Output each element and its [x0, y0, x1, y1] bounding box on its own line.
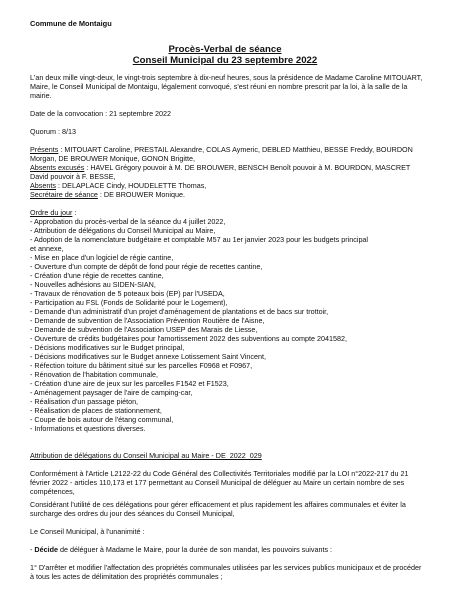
ordre-du-jour-item: - Création d'une aire de jeux sur les parcelles F1542 et F1523,	[30, 379, 229, 388]
deliberation-para-2: Considérant l'utilité de ces délégations pour gérer efficacement et plus rapidement les affaires communales et éviter la surcharge des ordres du jour des séances du Conseil Municipal,	[30, 500, 406, 518]
ordre-du-jour-list	[30, 217, 423, 433]
decide-prefix: -	[30, 545, 35, 554]
ordre-du-jour-item: - Nouvelles adhésions au SIDEN-SIAN,	[30, 280, 156, 289]
ordre-du-jour-item: - Adoption de la nomenclature budgétaire et comptable M57 au 1er janvier 2023 pour les budgets principal	[30, 235, 369, 244]
ordre-du-jour-item: - Réfection toiture du bâtiment situé sur les parcelles F0968 et F0967,	[30, 361, 253, 370]
presents-text: : MITOUART Caroline, PRESTAIL Alexandre, COLAS Aymeric, DEBLED Matthieu, BESSE Freddy, BOURDON Morgan, DE BROUWER Monique, GONON Brigitte,	[30, 145, 413, 163]
ordre-du-jour-item: - Participation au FSL (Fonds de Solidarité pour le Logement),	[30, 298, 228, 307]
document-title: Procès-Verbal de séance	[168, 44, 282, 55]
point-1: 1° D'arrêter et modifier l'affectation des propriétés communales utilisées par les services publics municipaux et de procéder à tous les actes de délimitation des propriétés communales ;	[30, 563, 422, 581]
deliberation-heading: Attribution de délégations du Conseil Municipal au Maire - DE_2022_029	[30, 451, 262, 460]
document-subtitle: Conseil Municipal du 23 septembre 2022	[132, 55, 318, 66]
ordre-du-jour-item: - Ouverture d'un compte de dépôt de fond pour régie de recettes cantine,	[30, 262, 263, 271]
presents-line	[30, 145, 423, 163]
ordre-du-jour-heading	[30, 208, 423, 217]
absents-line	[30, 181, 423, 190]
ordre-du-jour-item: - Mise en place d'un logiciel de régie cantine,	[30, 253, 174, 262]
decide-text: de déléguer à Madame le Maire, pour la durée de son mandat, les pouvoirs suivants :	[57, 545, 333, 554]
absents-label: Absents	[30, 181, 56, 190]
ordre-du-jour-item: - Réalisation de places de stationnement,	[30, 406, 162, 415]
secretaire-label: Secrétaire de séance	[30, 190, 98, 199]
absents-excuses-label: Absents excusés	[30, 163, 85, 172]
ordre-du-jour-item: - Demande de subvention de l'Association Prévention Routière de l'Aisne,	[30, 316, 265, 325]
ordre-du-jour-item: et annexe,	[30, 244, 64, 253]
ordre-du-jour-item: - Demande d'un administratif d'un projet d'aménagement de plantations et de bacs sur trottoir,	[30, 307, 329, 316]
ordre-du-jour-item: - Travaux de rénovation de 5 poteaux bois (EP) par l'USEDA,	[30, 289, 225, 298]
ordre-du-jour-item: - Demande de subvention de l'Association USEP des Marais de Liesse,	[30, 325, 258, 334]
secretaire-text: : DE BROUWER Monique.	[97, 190, 186, 199]
decide-keyword: Décide	[34, 545, 58, 554]
absents-excuses-text: : HAVEL Grégory pouvoir à M. DE BROUWER, BENSCH Benoît pouvoir à M. BOURDON, MASCRET David pouvoir à F. BESSE,	[30, 163, 411, 181]
ordre-du-jour-item: - Décisions modificatives sur le Budget annexe Lotissement Saint Vincent,	[30, 352, 266, 361]
commune-name: Commune de Montaigu	[30, 19, 112, 28]
quorum: Quorum : 8/13	[30, 127, 76, 136]
absents-excuses-line	[30, 163, 423, 181]
ordre-du-jour-label: Ordre du jour	[30, 208, 73, 217]
ordre-du-jour-item: - Attribution de délégations du Conseil Municipal au Maire,	[30, 226, 216, 235]
ordre-du-jour-item: - Réalisation d'un passage piéton,	[30, 397, 139, 406]
ordre-du-jour-item: - Décisions modificatives sur le Budget principal,	[30, 343, 185, 352]
title-block	[0, 44, 450, 66]
secretaire-line	[30, 190, 423, 199]
ordre-du-jour-item: - Approbation du procès-verbal de la séance du 4 juillet 2022,	[30, 217, 226, 226]
convocation-date: Date de la convocation : 21 septembre 2022	[30, 109, 172, 118]
ordre-du-jour-suffix: :	[72, 208, 77, 217]
ordre-du-jour-item: - Rénovation de l'habitation communale,	[30, 370, 159, 379]
ordre-du-jour-item: - Informations et questions diverses.	[30, 424, 146, 433]
deliberation-para-1: Conformément à l'Article L2122-22 du Code Général des Collectivités Territoriales modifié par la LOI n°2022-217 du 21 février 2022 - articles 110,173 et 177 permettant au Conseil Municipal de déléguer au Maire un certain nombre de ses compétences,	[30, 469, 409, 496]
ordre-du-jour-item: - Création d'une régie de recettes cantine,	[30, 271, 164, 280]
intro-paragraph: L'an deux mille vingt-deux, le vingt-trois septembre à dix-neuf heures, sous la présidence de Madame Caroline MITOUART, Maire, le Conseil Municipal de Montaigu, légalement convoqué, s'est réuni en nombre prescrit par la loi, à la salle de la mairie.	[30, 73, 423, 100]
ordre-du-jour-item: - Ouverture de crédits budgétaires pour l'amortissement 2022 des subventions au compte 2041582,	[30, 334, 348, 343]
absents-text: : DELAPLACE Cindy, HOUDELETTE Thomas,	[55, 181, 207, 190]
decide-line	[30, 545, 423, 554]
document-body	[30, 73, 423, 581]
ordre-du-jour-item: - Aménagement paysager de l'aire de camping-car,	[30, 388, 193, 397]
deliberation-para-3: Le Conseil Municipal, à l'unanimité :	[30, 527, 145, 536]
presents-label: Présents	[30, 145, 59, 154]
ordre-du-jour-item: - Coupe de bois autour de l'étang communal,	[30, 415, 174, 424]
